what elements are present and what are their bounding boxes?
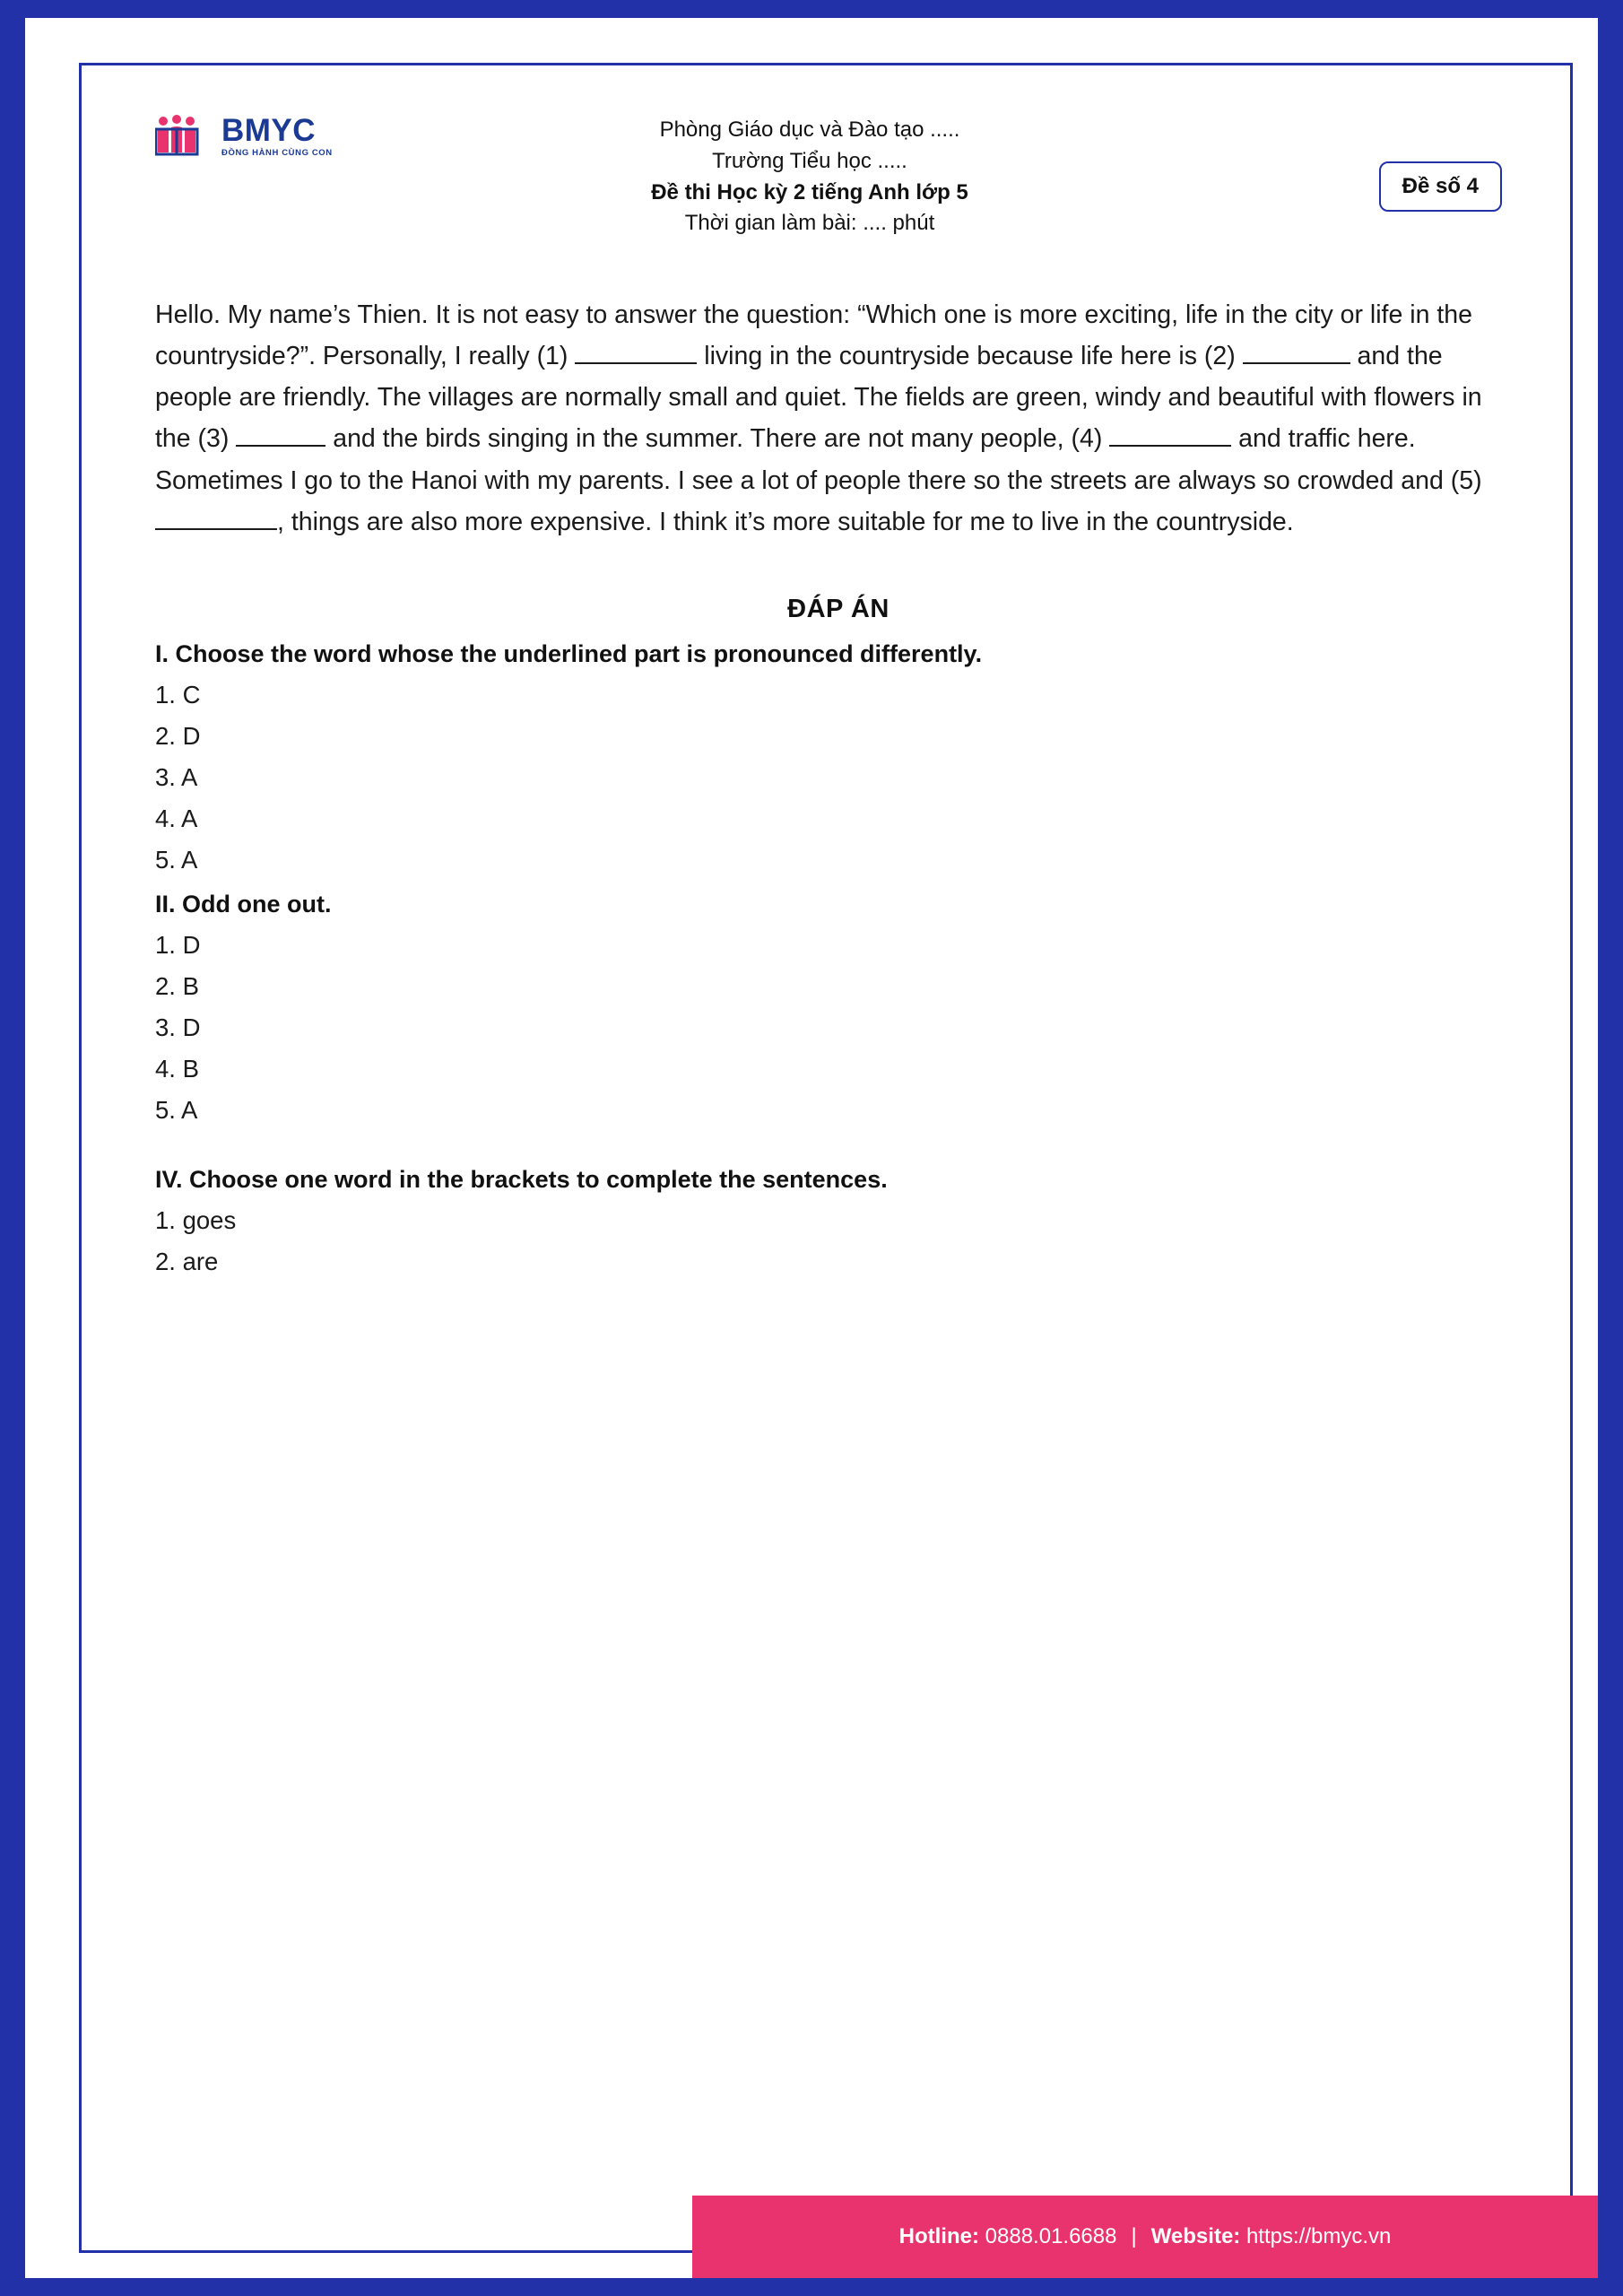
brand-logo-text: [221, 115, 333, 158]
reading-passage: [155, 294, 1522, 543]
passage-part-4: and the birds singing in the summer. There are not many people, (4): [325, 424, 1110, 454]
answer-item: 1. D: [155, 930, 201, 959]
brand-logo: [155, 115, 333, 158]
brand-tagline: ĐỒNG HÀNH CÙNG CON: [221, 148, 333, 159]
section-heading-2: II. Odd one out.: [155, 890, 332, 918]
answer-item: 1. C: [155, 680, 201, 709]
header-department: Phòng Giáo dục và Đào tạo .....: [659, 117, 960, 142]
section-heading-1: I. Choose the word whose the underlined part is pronounced differently.: [155, 639, 983, 667]
footer-contact-bar: [692, 2196, 1598, 2278]
footer-hotline-value: 0888.01.6688: [985, 2224, 1117, 2248]
answer-item: 5. A: [155, 845, 198, 874]
header-duration: Thời gian làm bài: .... phút: [684, 211, 935, 236]
blank-2: [1243, 335, 1350, 364]
answer-item: 3. D: [155, 1013, 201, 1041]
exam-number-badge: Đề số 4: [1379, 161, 1502, 212]
header-titles: [424, 115, 1195, 239]
blank-4: [1109, 419, 1231, 448]
blank-3: [236, 419, 325, 448]
document-header: [128, 90, 1549, 278]
answer-item: 2. D: [155, 721, 201, 750]
blank-5: [155, 501, 277, 530]
answer-item: 4. B: [155, 1054, 199, 1083]
answer-key-title: ĐÁP ÁN: [787, 594, 890, 623]
document-content: [79, 63, 1598, 2253]
passage-part-2: living in the countryside because life here is (2): [697, 342, 1243, 371]
passage-part-1: Hello. My name’s Thien. It is not easy to answer the question: “Which one is more exciting, life in the city or life in the countryside?”. Personally, I really (1): [155, 300, 1472, 371]
footer-website-label: Website:: [1150, 2224, 1241, 2248]
answer-item: 4. A: [155, 804, 198, 832]
answer-item: 2. are: [155, 1247, 219, 1275]
page-sheet: [25, 18, 1598, 2278]
passage-part-5: and traffic here. Sometimes I go to the Hanoi with my parents. I see a lot of people there so the streets are always so crowded and (5): [155, 424, 1482, 495]
answer-item: 3. A: [155, 762, 198, 791]
blank-1: [575, 335, 697, 364]
passage-part-6: , things are also more expensive. I think it’s more suitable for me to live in the countryside.: [277, 507, 1294, 536]
answer-item: 5. A: [155, 1095, 198, 1124]
footer-hotline-label: Hotline:: [898, 2224, 979, 2248]
passage-part-3: and the people are friendly. The villages are normally small and quiet. The fields are green, windy and beautiful with flowers in the (3): [155, 342, 1482, 454]
answer-item: 2. B: [155, 971, 199, 1000]
section-heading-3: IV. Choose one word in the brackets to complete the sentences.: [155, 1165, 888, 1193]
header-school: Trường Tiểu học .....: [712, 148, 907, 173]
footer-separator: |: [1131, 2224, 1137, 2248]
bmyc-logo-icon: [155, 115, 211, 158]
answer-item: 1. goes: [155, 1205, 237, 1234]
header-exam-title: Đề thi Học kỳ 2 tiếng Anh lớp 5: [651, 179, 968, 204]
brand-name: BMYC: [221, 113, 317, 149]
footer-website-value[interactable]: https://bmyc.vn: [1245, 2224, 1392, 2248]
